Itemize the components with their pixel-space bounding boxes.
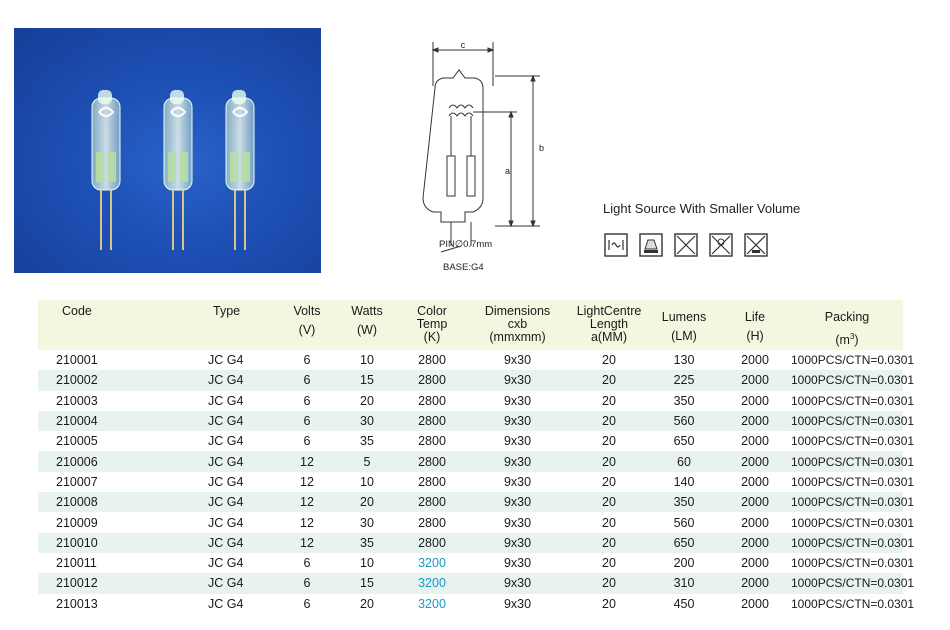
cell-packing: 1000PCS/CTN=0.0301 bbox=[791, 474, 915, 489]
header-light-centre: LightCentre Length a(MM) bbox=[569, 300, 649, 350]
cell-watts: 20 bbox=[360, 393, 374, 408]
cell-code: 210005 bbox=[56, 434, 98, 449]
table-row bbox=[38, 512, 903, 532]
crossed-lamp-icon bbox=[709, 233, 733, 257]
cell-type: JC G4 bbox=[208, 596, 244, 611]
cell-volts: 6 bbox=[303, 556, 311, 571]
table-row bbox=[38, 472, 903, 492]
cell-watts: 10 bbox=[360, 474, 374, 489]
cell-code: 210010 bbox=[38, 533, 110, 553]
cell-type: JC G4 bbox=[110, 411, 278, 431]
cell-code: 210001 bbox=[56, 353, 98, 368]
cell-light-centre: 20 bbox=[602, 515, 616, 530]
cell-life: 2000 bbox=[741, 393, 769, 408]
cell-packing: 1000PCS/CTN=0.0301 bbox=[791, 596, 915, 611]
cell-color-temp: 2800 bbox=[398, 370, 466, 390]
filament-symbol-icon bbox=[604, 233, 628, 257]
header-type: Type bbox=[110, 300, 278, 350]
cell-dimensions: 9x30 bbox=[466, 411, 569, 431]
lamp-reflector-icon bbox=[639, 233, 663, 257]
cell-color-temp: 2800 bbox=[398, 492, 466, 512]
pin-diameter-label: PIN∅0.7mm bbox=[439, 239, 493, 250]
cell-color-temp: 2800 bbox=[418, 434, 446, 449]
cell-watts: 15 bbox=[336, 370, 398, 390]
cell-color-temp: 2800 bbox=[398, 451, 466, 471]
cell-watts: 10 bbox=[360, 556, 374, 571]
cell-volts: 6 bbox=[303, 393, 311, 408]
cell-dimensions: 9x30 bbox=[503, 596, 532, 611]
cell-code: 210006 bbox=[38, 451, 110, 471]
cell-color-temp: 2800 bbox=[418, 353, 446, 368]
cell-dimensions: 9x30 bbox=[503, 474, 532, 489]
cell-volts: 6 bbox=[303, 434, 311, 449]
cell-packing: 1000PCS/CTN=0.0301 bbox=[791, 370, 903, 390]
cell-volts: 6 bbox=[278, 370, 336, 390]
product-photo bbox=[14, 28, 321, 273]
cell-type: JC G4 bbox=[208, 393, 244, 408]
cell-dimensions: 9x30 bbox=[503, 556, 532, 571]
cell-watts: 35 bbox=[360, 434, 374, 449]
cell-watts: 20 bbox=[336, 492, 398, 512]
cell-code: 210003 bbox=[56, 393, 98, 408]
cell-dimensions: 9x30 bbox=[466, 573, 569, 593]
cell-volts: 12 bbox=[278, 492, 336, 512]
cell-life: 2000 bbox=[741, 596, 769, 611]
cell-life: 2000 bbox=[719, 492, 791, 512]
header-life: Life (H) bbox=[719, 300, 791, 350]
cell-code: 210007 bbox=[56, 474, 98, 489]
cell-lumens: 450 bbox=[673, 596, 695, 611]
cell-light-centre: 20 bbox=[602, 596, 616, 611]
cell-color-temp: 3200 bbox=[418, 596, 446, 611]
cell-type: JC G4 bbox=[208, 556, 244, 571]
cell-watts: 5 bbox=[336, 451, 398, 471]
cell-light-centre: 20 bbox=[569, 370, 649, 390]
cell-lumens: 140 bbox=[673, 474, 695, 489]
cell-packing: 1000PCS/CTN=0.0301 bbox=[791, 556, 915, 571]
cell-lumens: 310 bbox=[649, 573, 719, 593]
cell-volts: 6 bbox=[303, 596, 311, 611]
cell-lumens: 560 bbox=[649, 411, 719, 431]
cell-life: 2000 bbox=[719, 411, 791, 431]
table-row bbox=[38, 431, 903, 451]
cell-packing: 1000PCS/CTN=0.0301 bbox=[791, 533, 903, 553]
header-dimensions: Dimensions cxb (mmxmm) bbox=[466, 300, 569, 350]
feature-title: Light Source With Smaller Volume bbox=[603, 201, 801, 216]
cell-lumens: 130 bbox=[673, 353, 695, 368]
cell-lumens: 560 bbox=[673, 515, 695, 530]
cell-type: JC G4 bbox=[110, 573, 278, 593]
cell-life: 2000 bbox=[741, 556, 769, 571]
cell-light-centre: 20 bbox=[569, 492, 649, 512]
cell-life: 2000 bbox=[719, 573, 791, 593]
cell-volts: 12 bbox=[278, 533, 336, 553]
cell-packing: 1000PCS/CTN=0.0301 bbox=[791, 353, 915, 368]
cell-life: 2000 bbox=[741, 515, 769, 530]
cell-life: 2000 bbox=[719, 451, 791, 471]
table-body bbox=[38, 350, 915, 614]
table-row bbox=[38, 553, 903, 573]
cell-type: JC G4 bbox=[208, 353, 244, 368]
header-color-temp: Color Temp (K) bbox=[398, 300, 466, 350]
cell-watts: 10 bbox=[360, 353, 374, 368]
cell-type: JC G4 bbox=[110, 492, 278, 512]
table-row bbox=[38, 391, 903, 411]
cell-light-centre: 20 bbox=[602, 353, 616, 368]
cell-life: 2000 bbox=[719, 533, 791, 553]
cell-color-temp: 3200 bbox=[418, 556, 446, 571]
cell-code: 210004 bbox=[38, 411, 110, 431]
cell-packing: 1000PCS/CTN=0.0301 bbox=[791, 492, 903, 512]
cell-type: JC G4 bbox=[110, 451, 278, 471]
table-row bbox=[38, 451, 903, 471]
table-row bbox=[38, 370, 903, 390]
cell-color-temp: 2800 bbox=[418, 515, 446, 530]
cell-life: 2000 bbox=[741, 434, 769, 449]
cell-watts: 15 bbox=[336, 573, 398, 593]
cell-light-centre: 20 bbox=[602, 393, 616, 408]
spec-table bbox=[38, 300, 915, 614]
cell-packing: 1000PCS/CTN=0.0301 bbox=[791, 434, 915, 449]
g4-bulbs-photo bbox=[14, 28, 321, 273]
bulb-dimension-diagram bbox=[405, 36, 570, 276]
base-type-label: BASE:G4 bbox=[443, 262, 484, 273]
header-watts: Watts (W) bbox=[336, 300, 398, 350]
feature-icon-row bbox=[604, 233, 768, 257]
cell-dimensions: 9x30 bbox=[503, 434, 532, 449]
cell-color-temp: 2800 bbox=[418, 393, 446, 408]
header-code: Code bbox=[38, 300, 110, 350]
crossed-box-icon bbox=[674, 233, 698, 257]
bulb-3 bbox=[226, 90, 254, 250]
header-lumens: Lumens (LM) bbox=[649, 300, 719, 350]
table-row bbox=[38, 411, 903, 431]
cell-lumens: 350 bbox=[673, 393, 695, 408]
cell-packing: 1000PCS/CTN=0.0301 bbox=[791, 393, 915, 408]
cell-code: 210012 bbox=[38, 573, 110, 593]
cell-lumens: 650 bbox=[649, 533, 719, 553]
cell-light-centre: 20 bbox=[569, 573, 649, 593]
cell-dimensions: 9x30 bbox=[466, 370, 569, 390]
cell-volts: 12 bbox=[300, 515, 314, 530]
header-packing: Packing $(m^3)$ bbox=[791, 300, 903, 350]
cell-type: JC G4 bbox=[208, 474, 244, 489]
cell-dimensions: 9x30 bbox=[503, 353, 532, 368]
dim-c-label: c bbox=[460, 40, 466, 50]
cell-type: JC G4 bbox=[208, 515, 244, 530]
cell-color-temp: 2800 bbox=[418, 474, 446, 489]
cell-life: 2000 bbox=[719, 370, 791, 390]
cell-type: JC G4 bbox=[208, 434, 244, 449]
cell-volts: 12 bbox=[300, 474, 314, 489]
cell-light-centre: 20 bbox=[569, 451, 649, 471]
table-row bbox=[38, 594, 903, 614]
cell-light-centre: 20 bbox=[569, 411, 649, 431]
cell-lumens: 200 bbox=[673, 556, 695, 571]
cell-lumens: 225 bbox=[649, 370, 719, 390]
cell-color-temp: 3200 bbox=[398, 573, 466, 593]
cell-color-temp: 2800 bbox=[398, 533, 466, 553]
bulb-1 bbox=[92, 90, 120, 250]
cell-life: 2000 bbox=[741, 474, 769, 489]
cell-watts: 35 bbox=[336, 533, 398, 553]
header-volts: Volts (V) bbox=[278, 300, 336, 350]
cell-dimensions: 9x30 bbox=[466, 533, 569, 553]
table-row bbox=[38, 533, 903, 553]
cell-light-centre: 20 bbox=[602, 474, 616, 489]
cell-volts: 6 bbox=[278, 573, 336, 593]
cell-color-temp: 2800 bbox=[398, 411, 466, 431]
cell-volts: 12 bbox=[278, 451, 336, 471]
dim-b-label: b bbox=[539, 143, 545, 153]
cell-lumens: 650 bbox=[673, 434, 695, 449]
cell-light-centre: 20 bbox=[602, 434, 616, 449]
cell-light-centre: 20 bbox=[602, 556, 616, 571]
cell-lumens: 60 bbox=[649, 451, 719, 471]
table-header-row bbox=[38, 300, 903, 350]
table-row bbox=[38, 573, 903, 593]
cell-dimensions: 9x30 bbox=[466, 492, 569, 512]
dim-a-label: a bbox=[505, 166, 511, 176]
cell-watts: 30 bbox=[360, 515, 374, 530]
table-row bbox=[38, 492, 903, 512]
cell-watts: 30 bbox=[336, 411, 398, 431]
cell-life: 2000 bbox=[741, 353, 769, 368]
cell-code: 210013 bbox=[56, 596, 98, 611]
cell-lumens: 350 bbox=[649, 492, 719, 512]
cell-packing: 1000PCS/CTN=0.0301 bbox=[791, 573, 903, 593]
cell-light-centre: 20 bbox=[569, 533, 649, 553]
cell-packing: 1000PCS/CTN=0.0301 bbox=[791, 515, 915, 530]
cell-code: 210002 bbox=[38, 370, 110, 390]
cell-packing: 1000PCS/CTN=0.0301 bbox=[791, 411, 903, 431]
cell-type: JC G4 bbox=[110, 533, 278, 553]
cell-dimensions: 9x30 bbox=[503, 515, 532, 530]
table-row bbox=[38, 350, 903, 370]
cell-packing: 1000PCS/CTN=0.0301 bbox=[791, 451, 903, 471]
cell-dimensions: 9x30 bbox=[503, 393, 532, 408]
cell-code: 210009 bbox=[56, 515, 98, 530]
crossed-lamp-base-icon bbox=[744, 233, 768, 257]
cell-watts: 20 bbox=[360, 596, 374, 611]
cell-type: JC G4 bbox=[110, 370, 278, 390]
cell-dimensions: 9x30 bbox=[466, 451, 569, 471]
cell-volts: 6 bbox=[278, 411, 336, 431]
cell-code: 210008 bbox=[38, 492, 110, 512]
bulb-2 bbox=[164, 90, 192, 250]
cell-code: 210011 bbox=[56, 556, 97, 571]
cell-volts: 6 bbox=[303, 353, 311, 368]
